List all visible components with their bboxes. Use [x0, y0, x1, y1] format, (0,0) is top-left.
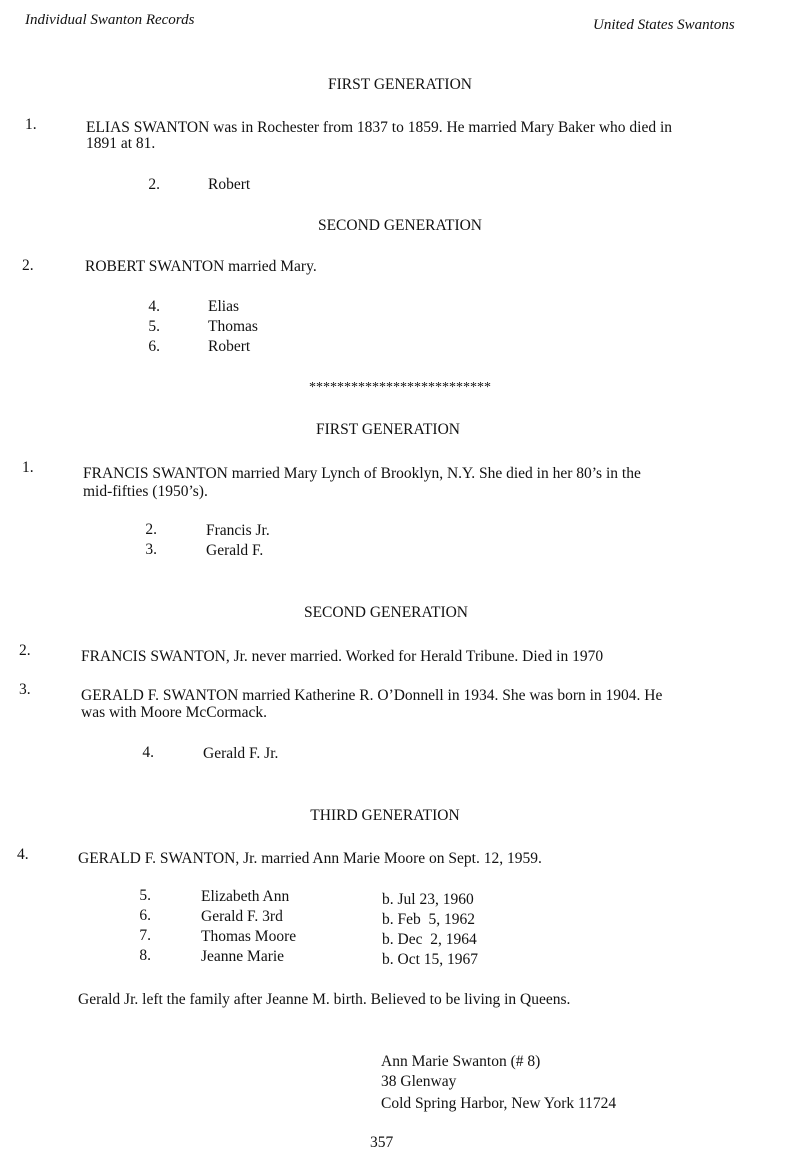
- child-name: Thomas: [208, 318, 258, 335]
- child-name: Jeanne Marie: [201, 948, 285, 965]
- child-number: 3.: [145, 541, 157, 558]
- child-number: 8.: [139, 947, 151, 964]
- entry-text-line: 1891 at 81.: [86, 135, 156, 152]
- child-birth-date: b. Jul 23, 1960: [382, 891, 474, 908]
- entry-text-line: mid-fifties (1950’s).: [83, 483, 208, 500]
- entry-number: 4.: [17, 846, 29, 863]
- entry-text-line: ELIAS SWANTON was in Rochester from 1837 to 1859. He married Mary Baker who died in: [86, 119, 673, 136]
- entry-text-line: was with Moore McCormack.: [81, 704, 267, 721]
- second-generation-heading: SECOND GENERATION: [317, 217, 483, 234]
- child-number: 2.: [148, 176, 160, 193]
- entry-number: 1.: [22, 459, 34, 476]
- page-number: 357: [370, 1134, 394, 1151]
- child-number: 5.: [148, 318, 160, 335]
- child-name: Elias: [208, 298, 239, 315]
- family-note: Gerald Jr. left the family after Jeanne M. birth. Believed to be living in Queens.: [78, 991, 571, 1008]
- child-name: Francis Jr.: [206, 522, 270, 539]
- entry-number: 2.: [19, 642, 31, 659]
- entry-text-line: GERALD F. SWANTON married Katherine R. O’Donnell in 1934. She was born in 1904. He: [81, 687, 663, 704]
- header-left-title: Individual Swanton Records: [25, 12, 195, 28]
- entry-number: 1.: [25, 116, 37, 133]
- child-name: Robert: [208, 338, 251, 355]
- entry-number: 3.: [19, 681, 31, 698]
- entry-number: 2.: [22, 257, 34, 274]
- child-name: Elizabeth Ann: [201, 888, 290, 905]
- child-number: 4.: [148, 298, 160, 315]
- child-name: Gerald F. Jr.: [203, 745, 279, 762]
- entry-text-line: ROBERT SWANTON married Mary.: [85, 258, 317, 275]
- child-name: Gerald F. 3rd: [201, 908, 283, 925]
- entry-text-line: GERALD F. SWANTON, Jr. married Ann Marie Moore on Sept. 12, 1959.: [78, 850, 542, 867]
- child-birth-date: b. Dec 2, 1964: [382, 931, 477, 948]
- child-name: Thomas Moore: [201, 928, 297, 945]
- separator-stars: **************************: [309, 380, 491, 395]
- child-number: 6.: [139, 907, 151, 924]
- first-generation-heading: FIRST GENERATION: [328, 76, 472, 93]
- child-name: Gerald F.: [206, 542, 264, 559]
- child-birth-date: b. Feb 5, 1962: [382, 911, 475, 928]
- entry-text-line: FRANCIS SWANTON, Jr. never married. Worked for Herald Tribune. Died in 1970: [81, 648, 604, 665]
- child-number: 7.: [139, 927, 151, 944]
- contact-city: Cold Spring Harbor, New York 11724: [381, 1095, 617, 1112]
- header-right-title: United States Swantons: [593, 17, 735, 33]
- first-generation-heading: FIRST GENERATION: [316, 421, 460, 438]
- entry-text-line: FRANCIS SWANTON married Mary Lynch of Brooklyn, N.Y. She died in her 80’s in the: [83, 465, 641, 482]
- child-number: 6.: [148, 338, 160, 355]
- contact-name: Ann Marie Swanton (# 8): [381, 1053, 541, 1070]
- second-generation-heading: SECOND GENERATION: [303, 604, 469, 621]
- child-number: 2.: [145, 521, 157, 538]
- third-generation-heading: THIRD GENERATION: [310, 807, 460, 824]
- child-number: 5.: [139, 887, 151, 904]
- child-number: 4.: [142, 744, 154, 761]
- child-birth-date: b. Oct 15, 1967: [382, 951, 479, 968]
- child-name: Robert: [208, 176, 251, 193]
- contact-street: 38 Glenway: [381, 1073, 457, 1090]
